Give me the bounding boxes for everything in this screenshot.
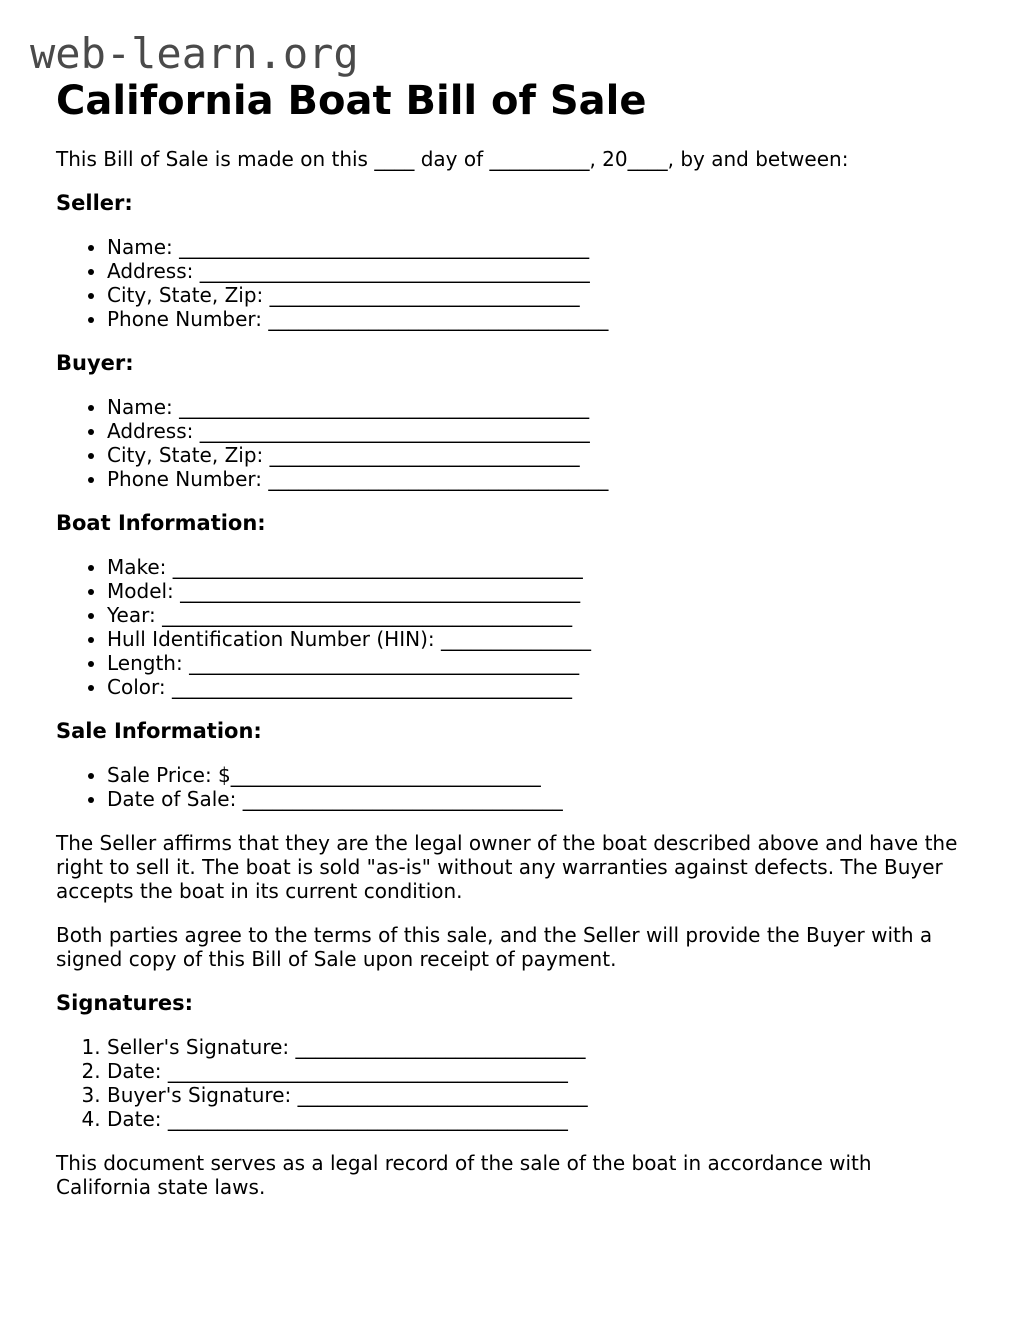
page-title: California Boat Bill of Sale [56, 78, 647, 124]
field-row-boat-year [107, 603, 961, 627]
section-heading-buyer: Buyer: [56, 351, 134, 375]
blank-line: _______________________________________ [189, 651, 580, 675]
field-label: Make: [107, 555, 173, 579]
field-row-seller-name [107, 235, 961, 259]
blank-line: __________________________________ [268, 307, 609, 331]
field-row-buyer-signature-date [107, 1107, 961, 1131]
intro-line: This Bill of Sale is made on this ____ day of __________, 20____, by and between: [56, 147, 849, 171]
field-row-buyer-phone [107, 467, 961, 491]
section-heading-sale-information: Sale Information: [56, 719, 262, 743]
blank-line: _______________________________________ [199, 419, 590, 443]
site-logo: web-learn.org [30, 29, 359, 78]
field-label: Hull Identification Number (HIN): [107, 627, 441, 651]
field-label: Address: [107, 259, 200, 283]
field-row-boat-make [107, 555, 961, 579]
blank-line: ________________________________________ [167, 1059, 568, 1083]
field-row-boat-model [107, 579, 961, 603]
field-row-buyer-name [107, 395, 961, 419]
blank-line: _____________________________ [297, 1083, 588, 1107]
section-heading-signatures: Signatures: [56, 991, 193, 1015]
field-label: City, State, Zip: [107, 443, 270, 467]
sale-fields-list [56, 763, 961, 811]
field-label: Phone Number: [107, 467, 269, 491]
field-label: Date of Sale: [107, 787, 243, 811]
blank-line: _________________________________________ [179, 235, 590, 259]
field-label: Color: [107, 675, 172, 699]
boat-fields-list [56, 555, 961, 699]
field-row-sale-price [107, 763, 961, 787]
field-label: Model: [107, 579, 181, 603]
field-label: Name: [107, 395, 180, 419]
blank-line: ________________________________________ [171, 675, 572, 699]
seller-fields-list [56, 235, 961, 331]
field-label: City, State, Zip: [107, 283, 270, 307]
blank-line: _______________ [440, 627, 591, 651]
field-row-buyer-signature [107, 1083, 961, 1107]
closing-paragraph: This document serves as a legal record of the sale of the boat in accordance with California state laws. [56, 1151, 872, 1199]
blank-line: _______________________________________ [199, 259, 590, 283]
affirmation-paragraph: The Seller affirms that they are the legal owner of the boat described above and have the right to sell it. The boat is sold "as-is" without any warranties against defects. The Buyer accepts the boat in its current condition. [56, 831, 958, 903]
field-label: Buyer's Signature: [107, 1083, 298, 1107]
blank-line: _________________________________________ [179, 395, 590, 419]
blank-line: ________________________________________ [180, 579, 581, 603]
section-heading-seller: Seller: [56, 191, 133, 215]
agreement-paragraph: Both parties agree to the terms of this sale, and the Seller will provide the Buyer with a signed copy of this Bill of Sale upon receipt of payment. [56, 923, 933, 971]
field-label: Date: [107, 1107, 168, 1131]
field-label: Sale Price: $ [107, 763, 231, 787]
field-row-seller-signature-date [107, 1059, 961, 1083]
blank-line: _________________________________________ [172, 555, 583, 579]
field-label: Seller's Signature: [107, 1035, 296, 1059]
field-label: Date: [107, 1059, 168, 1083]
field-row-seller-city-state-zip [107, 283, 961, 307]
blank-line: _______________________________ [269, 283, 580, 307]
blank-line: __________________________________ [268, 467, 609, 491]
field-row-boat-length [107, 651, 961, 675]
buyer-fields-list [56, 395, 961, 491]
blank-line: _______________________________ [230, 763, 541, 787]
blank-line: ________________________________ [242, 787, 563, 811]
field-row-buyer-city-state-zip [107, 443, 961, 467]
blank-line: _____________________________ [295, 1035, 586, 1059]
signatures-list [56, 1035, 961, 1131]
section-heading-boat-information: Boat Information: [56, 511, 266, 535]
field-row-seller-phone [107, 307, 961, 331]
blank-line: _________________________________________ [162, 603, 573, 627]
field-row-date-of-sale [107, 787, 961, 811]
field-label: Length: [107, 651, 190, 675]
blank-line: _______________________________ [269, 443, 580, 467]
field-label: Name: [107, 235, 180, 259]
field-row-boat-hin [107, 627, 961, 651]
field-label: Phone Number: [107, 307, 269, 331]
field-label: Year: [107, 603, 163, 627]
blank-line: ________________________________________ [167, 1107, 568, 1131]
field-row-seller-address [107, 259, 961, 283]
field-row-seller-signature [107, 1035, 961, 1059]
field-row-boat-color [107, 675, 961, 699]
field-label: Address: [107, 419, 200, 443]
field-row-buyer-address [107, 419, 961, 443]
